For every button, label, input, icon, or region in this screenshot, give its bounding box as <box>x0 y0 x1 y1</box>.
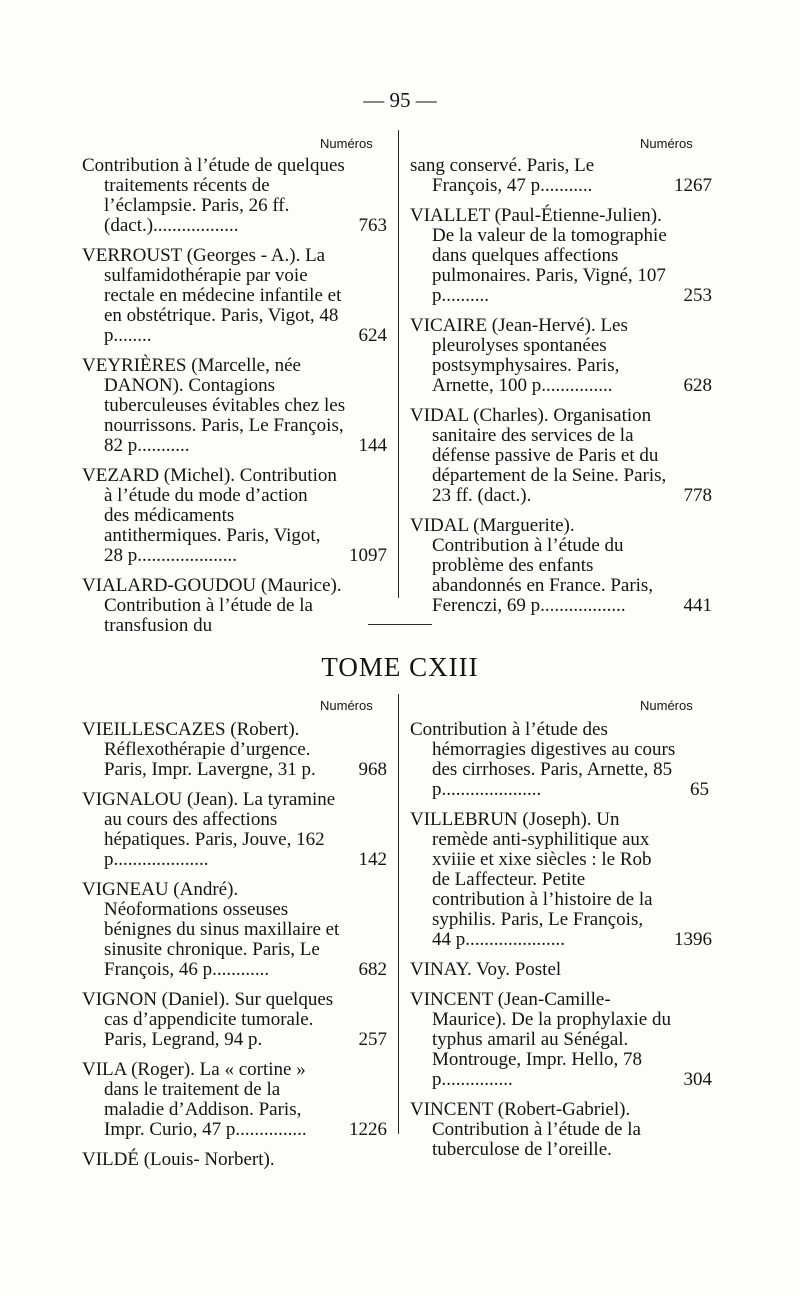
entry-vincent-robert <box>410 1100 712 1160</box>
entry-number: 628 <box>683 375 712 396</box>
entry-vignon <box>82 990 387 1050</box>
entry-text: VIGNON (Daniel). Sur quelques cas d’appendicite tumorale. Paris, Legrand, 94 p. <box>82 989 334 1050</box>
entry-verroust <box>82 246 387 346</box>
entry-villebrun <box>410 810 712 950</box>
entry-sang-conserve <box>410 156 712 196</box>
entry-text: VIGNALOU (Jean). La tyramine au cours des affections hépatiques. Paris, Jouve, 162 p.................... <box>82 789 336 870</box>
entry-number: 763 <box>358 215 387 236</box>
entry-number: 304 <box>683 1069 712 1090</box>
entry-text: VEZARD (Michel). Contribution à l’étude du mode d’action des médicaments antithermiques. Paris, Vigot, 28 p..................... <box>82 465 337 566</box>
column-divider-top <box>398 130 399 598</box>
entry-text: VINCENT (Jean-Camille-Maurice). De la prophylaxie du typhus amaril au Sénégal. Montrouge, Impr. Hello, 78 p............... <box>410 989 671 1090</box>
entry-text: VIALARD-GOUDOU (Maurice). Contribution à l’étude de la transfusion du <box>82 575 342 636</box>
entry-number: 1097 <box>349 545 387 566</box>
entry-vinay <box>410 960 712 980</box>
entry-vignalou <box>82 790 387 870</box>
entry-vicaire <box>410 316 712 396</box>
entry-text: Contribution à l’étude de quelques traitements récents de l’éclampsie. Paris, 26 ff. (dact.).................. <box>82 155 345 236</box>
entry-text: VERROUST (Georges - A.). La sulfamidothérapie par voie rectale en médecine infantile et en obstétrique. Paris, Vigot, 48 p........ <box>82 245 342 346</box>
column-header-top-left: Numéros <box>320 136 373 151</box>
entry-text: VILDÉ (Louis- Norbert). <box>82 1149 275 1170</box>
entry-text: VIDAL (Charles). Organisation sanitaire des services de la défense passive de Paris et du département de la Seine. Paris, 23 ff. (dact.). <box>410 405 667 506</box>
column-header-bottom-right: Numéros <box>640 698 693 713</box>
entry-number: 142 <box>358 849 387 870</box>
bottom-right-column <box>410 720 712 1170</box>
entry-contrib-hemorragies: Contribution à l’étude des hémorragies digestives au cours des cirrhoses. Paris, Arnette, 85 p..................... 65 <box>410 719 709 800</box>
entry-number: 968 <box>358 759 387 780</box>
entry-text: VIEILLESCAZES (Robert). Réflexothérapie d’urgence. Paris, Impr. Lavergne, 31 p. <box>82 719 316 780</box>
entry-text: VILLEBRUN (Joseph). Un remède anti-syphilitique aux xviiie et xixe siècles : le Rob de Laffecteur. Petite contribution à l’histoire de la syphilis. Paris, Le François, 44 p..................... <box>410 809 653 950</box>
entry-vezard <box>82 466 387 566</box>
entry-vidal-marguerite <box>410 516 712 616</box>
entry-text: Contribution à l’étude des hémorragies digestives au cours des cirrhoses. Paris, Arnette, 85 p..................... <box>410 719 676 800</box>
column-divider-bottom <box>398 694 399 1134</box>
column-header-top-right: Numéros <box>640 136 693 151</box>
entry-text: VIALLET (Paul-Étienne-Julien). De la valeur de la tomographie dans quelques affections pulmonaires. Paris, Vigné, 107 p.......... <box>410 205 667 306</box>
entry-veyrieres <box>82 356 387 456</box>
entry-vidal-charles <box>410 406 712 506</box>
entry-number: 1267 <box>674 175 712 196</box>
entry-number: 144 <box>358 435 387 456</box>
entry-contrib-eclampsie <box>82 156 387 236</box>
top-right-column <box>410 156 712 626</box>
entry-number: 253 <box>683 285 712 306</box>
entry-number: 1226 <box>349 1119 387 1140</box>
entry-text: VINAY. Voy. Postel <box>410 959 562 980</box>
entry-number: 257 <box>358 1029 387 1050</box>
entry-text: sang conservé. Paris, Le François, 47 p........... <box>410 155 595 196</box>
entry-vilde <box>82 1150 387 1170</box>
section-separator <box>368 624 432 625</box>
entry-number: 778 <box>683 485 712 506</box>
entry-vigneau <box>82 880 387 980</box>
column-header-bottom-left: Numéros <box>320 698 373 713</box>
entry-vialard <box>82 576 387 636</box>
entry-text: VEYRIÈRES (Marcelle, née DANON). Contagions tuberculeuses évitables chez les nourrissons. Paris, Le François, 82 p........... <box>82 355 346 456</box>
entry-number: 624 <box>358 325 387 346</box>
entry-number: 441 <box>683 595 712 616</box>
entry-vieillescazes <box>82 720 387 780</box>
entry-text: VILA (Roger). La « cortine » dans le traitement de la maladie d’Addison. Paris, Impr. Curio, 47 p............... <box>82 1059 307 1140</box>
entry-viallet <box>410 206 712 306</box>
entry-vila <box>82 1060 387 1140</box>
top-left-column <box>82 156 387 646</box>
entry-number: 682 <box>358 959 387 980</box>
entry-number: 1396 <box>674 929 712 950</box>
bottom-left-column <box>82 720 387 1180</box>
entry-text: VICAIRE (Jean-Hervé). Les pleurolyses spontanées postsymphysaires. Paris, Arnette, 100 p............... <box>410 315 628 396</box>
entry-text: VINCENT (Robert-Gabriel). Contribution à l’étude de la tuberculose de l’oreille. <box>410 1099 641 1160</box>
entry-vincent-jean <box>410 990 712 1090</box>
entry-text: VIDAL (Marguerite). Contribution à l’étude du problème des enfants abandonnés en France. Paris, Ferenczi, 69 p.................. <box>410 515 654 616</box>
page-number: — 95 — <box>363 88 437 112</box>
entry-text: VIGNEAU (André). Néoformations osseuses bénignes du sinus maxillaire et sinusite chronique. Paris, Le François, 46 p............ <box>82 879 340 980</box>
tome-title: TOME CXIII <box>321 652 479 682</box>
